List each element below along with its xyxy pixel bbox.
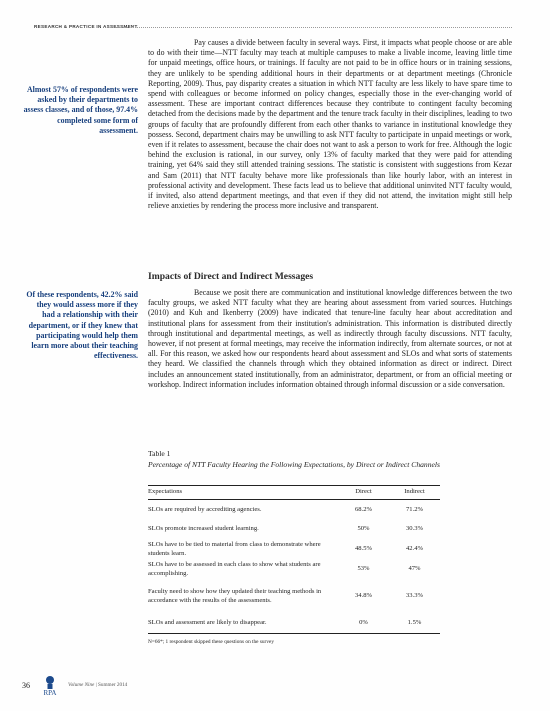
body-paragraph-1 <box>148 38 512 211</box>
footer-season: Summer 2014 <box>98 682 128 688</box>
section-heading: Impacts of Direct and Indirect Messages <box>148 271 314 282</box>
table-row <box>148 580 440 614</box>
cell-direct: 34.8% <box>354 592 373 600</box>
header-rule <box>116 27 512 28</box>
table-title: Percentage of NTT Faculty Hearing the Following Expectations, by Direct or Indirect Channels <box>148 460 440 469</box>
pull-quote-2: Of these respondents, 42.2% said they would assess more if they had a relationship with their department, or if they knew that participating would help them learn more about their teaching effectiveness. <box>26 290 138 361</box>
cell-expectation: SLOs have to be assessed in each class to show what students are accomplishing. <box>148 561 321 577</box>
cell-expectation: SLOs promote increased student learning. <box>148 525 259 533</box>
cell-expectation: SLOs are required by accrediting agencies. <box>148 505 262 513</box>
table-row <box>148 614 440 634</box>
cell-expectation: Faculty need to show how they updated their teaching methods in accordance with the results of the assessments. <box>148 588 322 604</box>
page-footer <box>22 674 127 696</box>
cell-direct: 0% <box>359 619 368 627</box>
footer-issue: Volume Nine | Summer 2014 <box>68 682 128 688</box>
cell-direct: 48.5% <box>354 545 373 553</box>
cell-indirect: 30.3% <box>405 525 424 533</box>
cell-indirect: 71.2% <box>405 505 424 513</box>
table-label: Table 1 <box>148 449 171 458</box>
header-indirect: Indirect <box>404 488 425 496</box>
pull-quote-1: Almost 57% of respondents were asked by their departments to assess classes, and of those, 97.4% completed some form of assessment. <box>23 85 138 135</box>
cell-indirect: 42.4% <box>405 545 424 553</box>
table-row <box>148 560 440 580</box>
table-row <box>148 540 440 560</box>
cell-direct: 53% <box>357 565 370 573</box>
logo-text: RPA <box>43 689 57 696</box>
paragraph-text: Pay causes a divide between faculty in several ways. First, it impacts what people choose or are able to do with their time—NTT faculty may teach at multiple campuses to make a livable income, leaving little time for unpaid meetings, office hours, or trainings. If faculty are not paid to be in office hours or in training sessions, they are unlikely to be spending additional hours in their departments or at department meetings (Chronicle Reporting, 2009). Thus, pay disparity creates a situation in which NTT faculty are less likely to have spare time to spend with colleagues or become informed on policy changes, especially those in the ever-changing world of assessment. These are important contract differences because they contribute to contingent faculty becoming detached from the decisions made by the department and the tenure track faculty in their disciplines, leading to two groups of faculty that are profoundly different from each other thanks to variance in institutional knowledge they possess. Second, department chairs may be unwilling to ask NTT faculty to participate in unpaid meetings or work, even if it relates to assessment, because the chair does not want to ask a person to work for free. Although the logic behind the exclusion is rational, in our survey, only 13% of faculty marked that they were paid for attending training, yet 64% said they still attended training sessions. The statistic is consistent with suggestions from Kezar and Sam (2011) that NTT faculty behave more like professionals than like hourly labor, with an interest in professional activity and development. These facts lead us to believe that additional uninvited NTT faculty would, if invited, also attend department meetings, and that even if they did not attend, the invitation might still help relieve anxieties by rendering the process more inclusive and transparent. <box>148 38 512 211</box>
paragraph-text: Because we posit there are communication and institutional knowledge differences between the two faculty groups, we asked NTT faculty what they are hearing about assessment from varied sources. Hutchings (2010) and Kuh and Ikenberry (2009) have indicated that tenure-line faculty hear about accreditation and institutional plans for assessment from their institution's administration. This information is distributed directly through institutional and departmental meetings, as well as indirectly through faculty discussions. NTT faculty, however, if not present at formal meetings, may receive the information indirectly, from alternate sources, or not at all. For this reason, we asked how our respondents heard about assessment and SLOs and what sorts of statements they heard. We classified the channels through which they obtained information as direct or indirect. Direct includes an announcement stated institutionally, from an administrator, department, or from an official meeting or workshop. Indirect information includes information obtained through informal discussion or a side conversation. <box>148 288 512 389</box>
table-note: N=66*; 1 respondent skipped these questions on the survey <box>148 639 274 645</box>
header-direct: Direct <box>355 488 372 496</box>
cell-indirect: 33.3% <box>405 592 424 600</box>
cell-expectation: SLOs and assessment are likely to disappear. <box>148 619 267 627</box>
page-number: 36 <box>22 680 30 690</box>
cell-indirect: 47% <box>408 565 421 573</box>
table-header-row <box>148 486 440 500</box>
body-paragraph-2 <box>148 288 512 390</box>
cell-direct: 50% <box>357 525 370 533</box>
rpa-logo-icon <box>36 674 64 696</box>
cell-expectation: SLOs have to be tied to material from class to demonstrate where students learn. <box>148 541 321 557</box>
running-head: RESEARCH & PRACTICE IN ASSESSMENT <box>34 24 138 29</box>
cell-indirect: 1.5% <box>407 619 422 627</box>
expectations-table <box>148 485 440 634</box>
table-row <box>148 500 440 520</box>
cell-direct: 68.2% <box>354 505 373 513</box>
table-row <box>148 520 440 540</box>
footer-volume: Volume Nine <box>68 682 95 688</box>
header-expectations: Expectations <box>148 488 183 496</box>
